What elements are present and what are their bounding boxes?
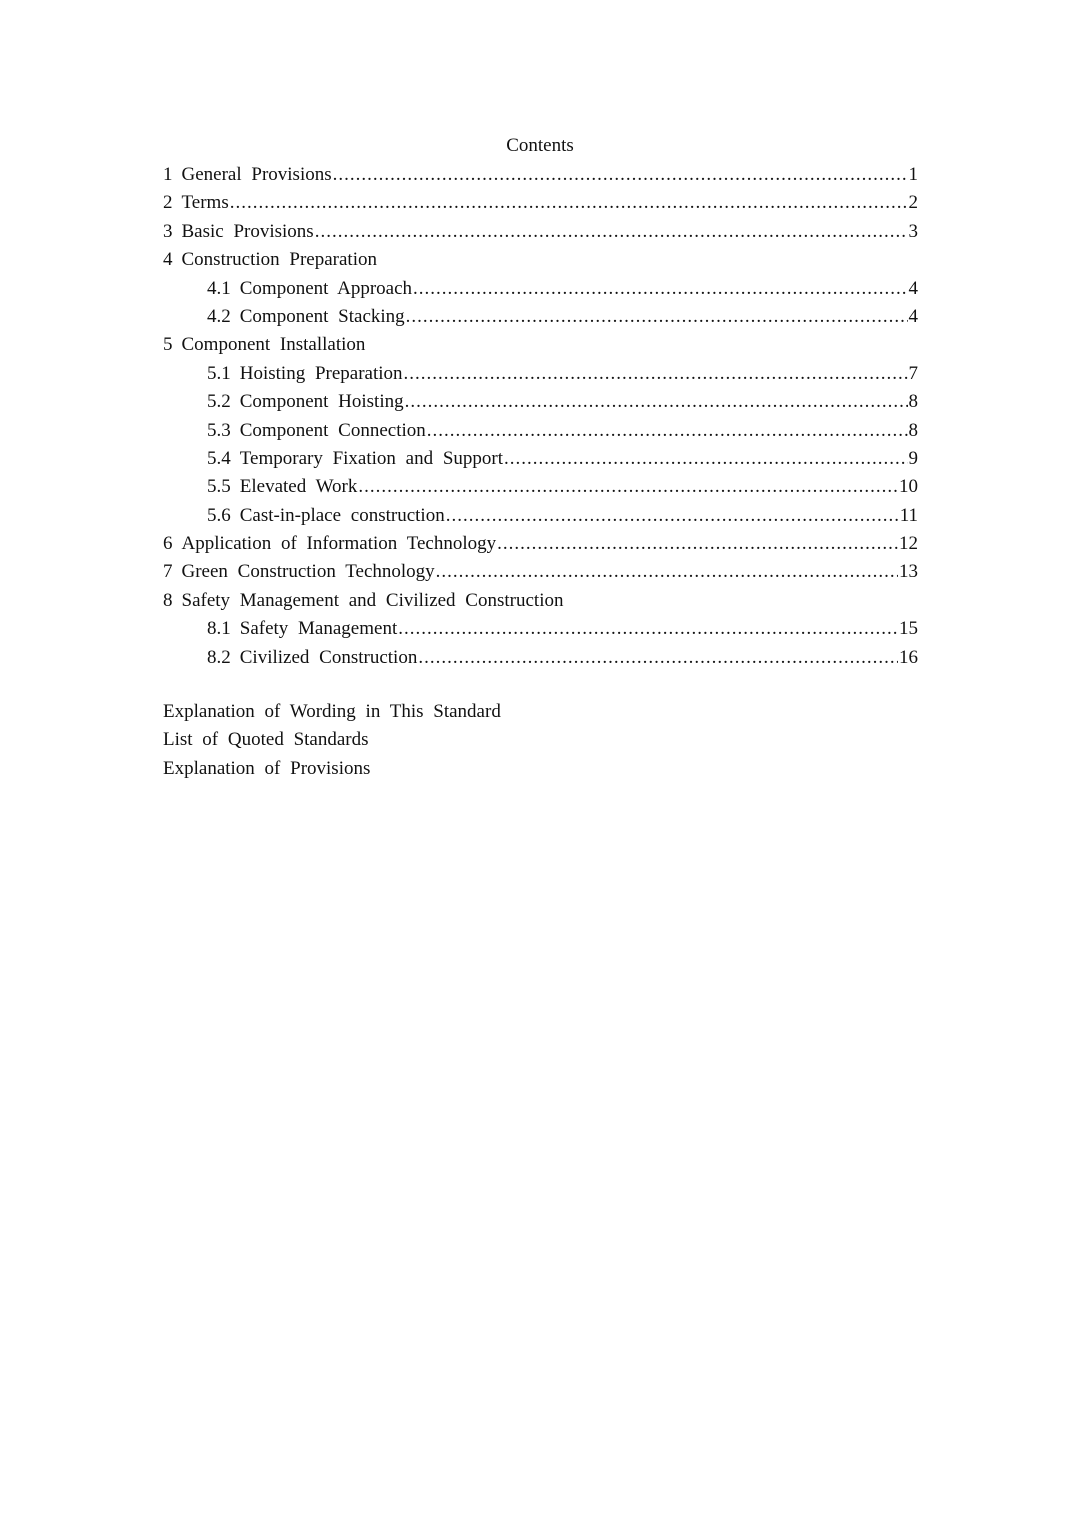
toc-entry-page: 11 <box>899 504 918 526</box>
toc-dot-leader <box>230 189 908 217</box>
toc-entry-page: 15 <box>899 618 918 640</box>
toc-subentry[interactable] <box>163 360 918 388</box>
toc-dot-leader <box>504 445 907 473</box>
toc-entry-number: 8 <box>163 589 173 611</box>
back-matter-item[interactable]: Explanation of Wording in This Standard <box>163 701 501 722</box>
toc-entry-title: Basic Provisions <box>181 220 314 242</box>
toc-dot-leader <box>436 558 898 586</box>
toc-entry-title: Component Stacking <box>239 305 405 327</box>
toc-entry[interactable] <box>163 218 918 246</box>
toc-entry-page: 1 <box>908 164 918 185</box>
toc-entry-title: Hoisting Preparation <box>239 362 403 384</box>
back-matter-item[interactable]: List of Quoted Standards <box>163 729 369 751</box>
toc-dot-leader <box>406 303 908 331</box>
toc-entry-number: 4.1 <box>207 277 231 299</box>
back-matter-list <box>163 698 918 783</box>
toc-dot-leader <box>398 615 898 643</box>
toc-section-heading[interactable] <box>163 331 918 359</box>
toc-dot-leader <box>405 388 908 416</box>
toc-entry-number: 5.2 <box>207 391 231 413</box>
toc-entry-title: Green Construction Technology <box>181 561 435 583</box>
toc-entry-title: Component Approach <box>239 277 413 299</box>
toc-dot-leader <box>358 473 898 501</box>
toc-entry-number: 3 <box>163 220 173 242</box>
toc-entry-title: Civilized Construction <box>239 646 418 668</box>
toc-entry-page: 7 <box>908 362 918 384</box>
toc-dot-leader <box>418 644 898 672</box>
toc-subentry[interactable] <box>163 445 918 473</box>
toc-section-heading[interactable] <box>163 587 918 615</box>
toc-entry-page: 9 <box>908 447 918 469</box>
toc-entry-number: 5.5 <box>207 476 231 498</box>
toc-entry-number: 4 <box>163 249 173 271</box>
toc-entry-title: Safety Management and Civilized Construction <box>181 589 564 611</box>
toc-entry-title: Safety Management <box>239 618 398 640</box>
toc-entry-number: 5.6 <box>207 504 231 526</box>
toc-dot-leader <box>497 530 898 558</box>
toc-entry-number: 4.2 <box>207 305 231 327</box>
toc-entry-number: 2 <box>163 192 173 214</box>
toc-entry-number: 8.2 <box>207 646 231 668</box>
toc-entry-page: 10 <box>899 476 918 498</box>
toc-entry-title: Component Installation <box>181 334 366 356</box>
toc-subentry[interactable] <box>163 473 918 501</box>
toc-entry-number: 7 <box>163 561 173 583</box>
toc-subentry[interactable] <box>163 644 918 672</box>
toc-dot-leader <box>446 502 899 530</box>
toc-entry-page: 2 <box>908 192 918 214</box>
toc-entry-title: Application of Information Technology <box>181 533 497 555</box>
toc-dot-leader <box>427 417 908 445</box>
toc-subentry[interactable] <box>163 303 918 331</box>
toc-entry[interactable] <box>163 189 918 217</box>
toc-entry-number: 1 <box>163 164 173 185</box>
table-of-contents <box>163 161 918 672</box>
toc-entry-number: 6 <box>163 533 173 555</box>
toc-entry-title: Component Hoisting <box>239 391 404 413</box>
toc-subentry[interactable] <box>163 417 918 445</box>
toc-dot-leader <box>315 218 908 246</box>
toc-entry[interactable] <box>163 530 918 558</box>
toc-subentry[interactable] <box>163 502 918 530</box>
toc-entry-page: 8 <box>908 391 918 413</box>
toc-entry-page: 12 <box>899 533 918 555</box>
toc-entry-page: 16 <box>899 646 918 668</box>
toc-entry-page: 4 <box>908 305 918 327</box>
toc-entry-number: 5.4 <box>207 447 231 469</box>
toc-entry[interactable] <box>163 558 918 586</box>
toc-entry-title: Cast-in-place construction <box>239 504 445 526</box>
toc-dot-leader <box>333 161 908 189</box>
toc-entry-title: Elevated Work <box>239 476 358 498</box>
toc-entry-number: 5 <box>163 334 173 356</box>
toc-entry-page: 4 <box>908 277 918 299</box>
toc-section-heading[interactable] <box>163 246 918 274</box>
toc-dot-leader <box>404 360 908 388</box>
toc-entry-title: Terms <box>181 192 229 214</box>
toc-entry-number: 8.1 <box>207 618 231 640</box>
toc-entry-title: Temporary Fixation and Support <box>239 447 504 469</box>
toc-entry-page: 13 <box>899 561 918 583</box>
back-matter-item[interactable]: Explanation of Provisions <box>163 757 371 779</box>
toc-entry-page: 8 <box>908 419 918 441</box>
toc-dot-leader <box>413 275 907 303</box>
toc-subentry[interactable] <box>163 388 918 416</box>
toc-subentry[interactable] <box>163 615 918 643</box>
toc-entry-number: 5.1 <box>207 362 231 384</box>
toc-entry-title: Construction Preparation <box>181 249 377 271</box>
toc-entry[interactable] <box>163 161 918 189</box>
toc-entry-title: Component Connection <box>239 419 426 441</box>
toc-entry-title: General Provisions <box>181 164 332 185</box>
toc-entry-page: 3 <box>908 220 918 242</box>
toc-subentry[interactable] <box>163 275 918 303</box>
contents-title: Contents <box>506 135 574 156</box>
toc-entry-number: 5.3 <box>207 419 231 441</box>
